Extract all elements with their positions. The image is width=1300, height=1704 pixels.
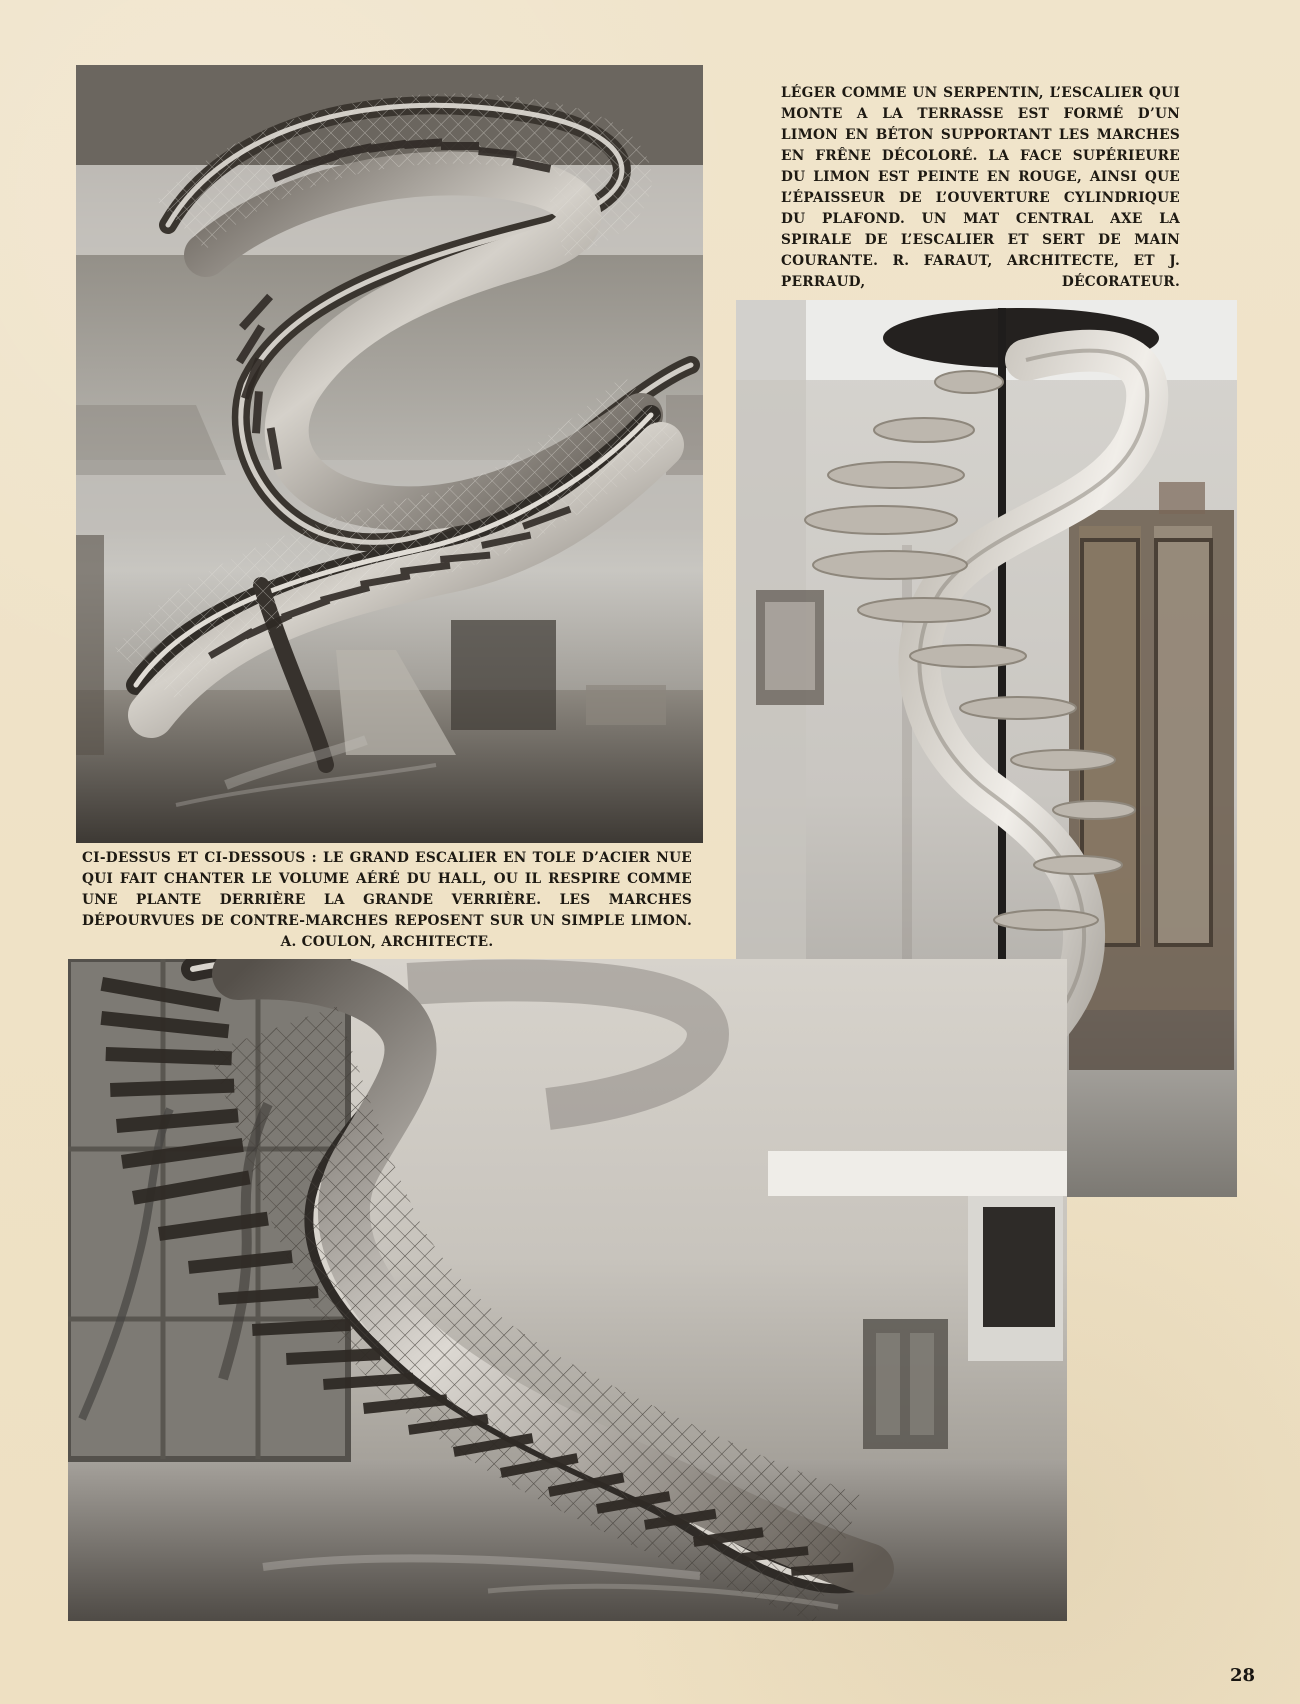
page-number: 28 xyxy=(1229,1665,1255,1686)
caption-right: LÉGER COMME UN SERPENTIN, L’ESCALIER QUI MONTE A LA TERRASSE EST FORMÉ D’UN LIMON EN BÉTON SUPPORTANT LES MARCHES EN FRÊNE DÉCOLORÉ. LA FACE SUPÉRIEURE DU LIMON EST PEINTE EN ROUGE, AINSI QUE L’ÉPAISSEUR DE L’OUVERTURE CYLINDRIQUE DU PLAFOND. UN MAT CENTRAL AXE LA SPIRALE DE L’ESCALIER ET SERT DE MAIN COURANTE. R. FARAUT, ARCHITECTE, ET J. PERRAUD, DÉCORATEUR. xyxy=(781,85,1180,290)
photo-spiral-staircase-hall-top xyxy=(76,65,703,843)
caption-left: CI-DESSUS ET CI-DESSOUS : LE GRAND ESCALIER EN TOLE D’ACIER NUE QUI FAIT CHANTER LE VOLUME AÉRÉ DU HALL, OU IL RESPIRE COMME UNE PLANTE DERRIÈRE LA GRANDE VERRIÈRE. LES MARCHES DÉPOURVUES DE CONTRE-MARCHES REPOSENT SUR UN SIMPLE LIMON. A. COULON, ARCHITECTE. xyxy=(82,850,692,950)
photo-spiral-staircase-hall-bottom xyxy=(68,959,1067,1621)
